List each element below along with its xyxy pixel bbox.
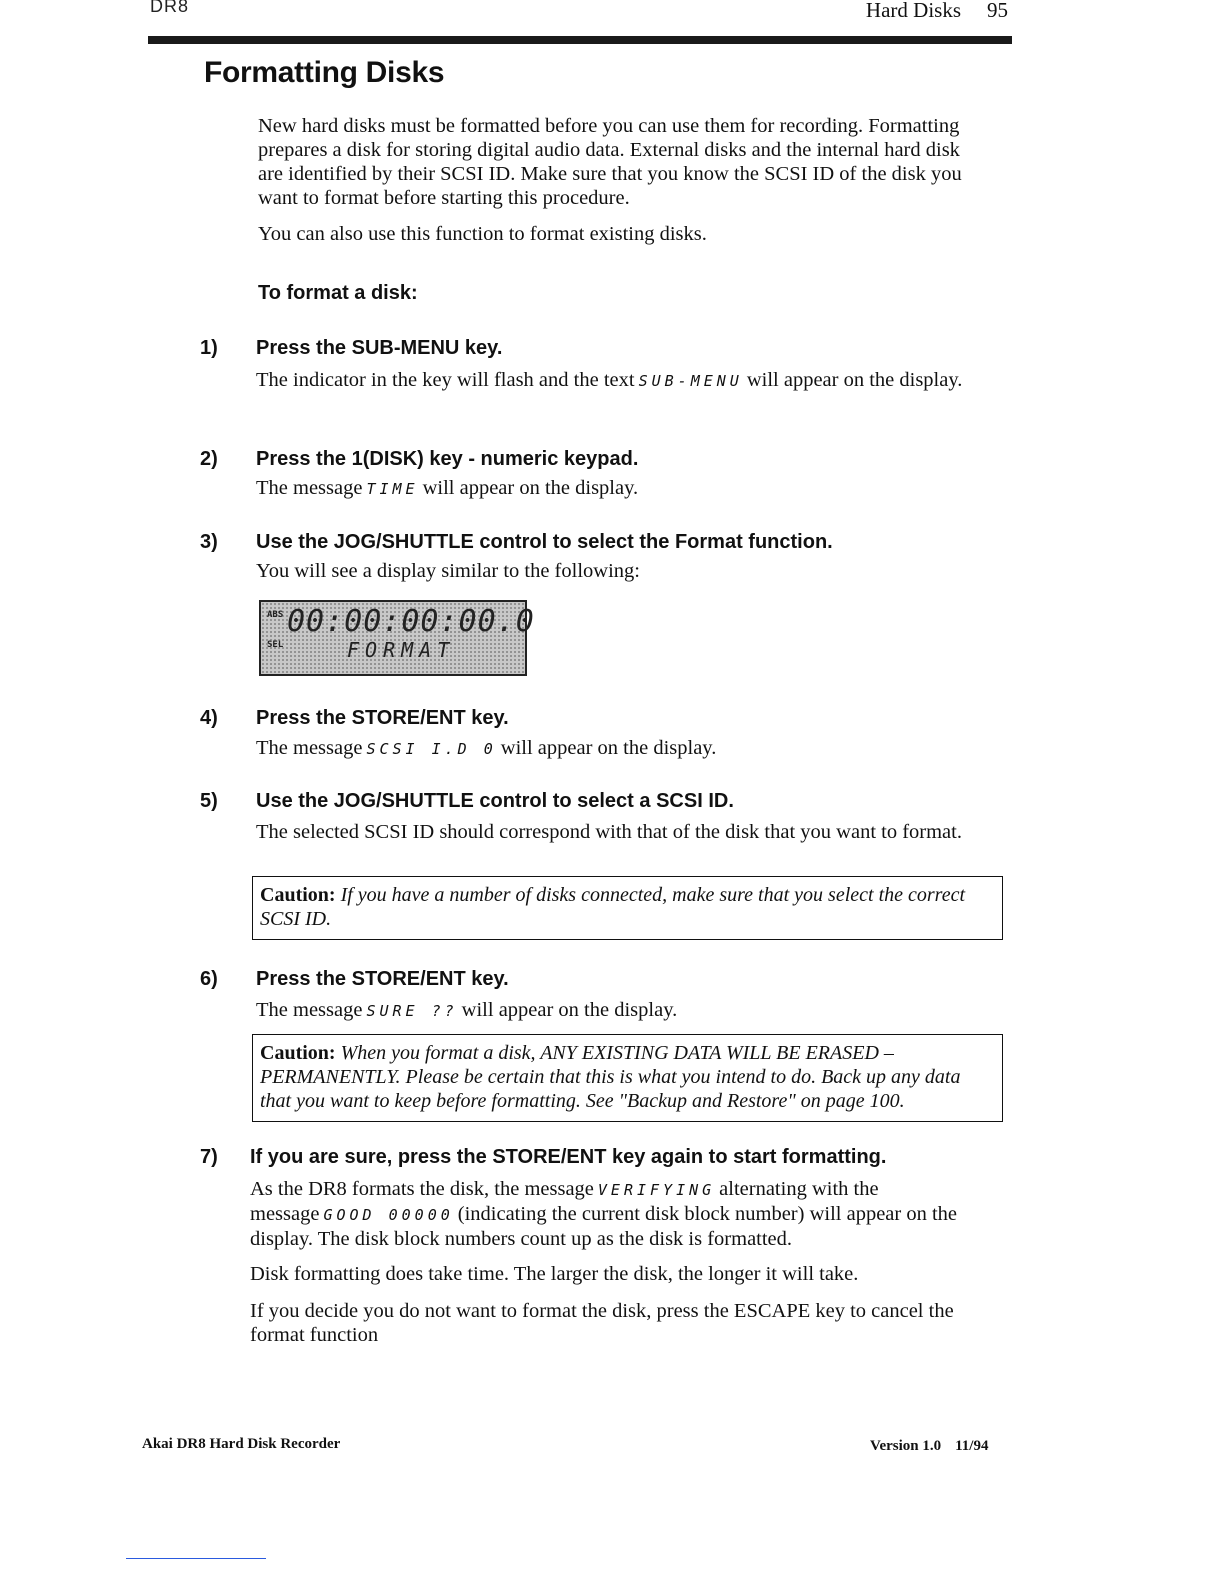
step-3-body: You will see a display similar to the following: — [256, 560, 640, 582]
step-2-number: 2) — [200, 448, 218, 470]
step-5-body: The selected SCSI ID should correspond with that of the disk that you want to format. — [256, 821, 962, 843]
step-7-text-c: (indicating the current disk block number) will appear on the display. The disk block numbers count up as the disk is formatted. — [250, 1203, 958, 1250]
caution-box-data-erase — [252, 1034, 1003, 1122]
step-7-note-time: Disk formatting does take time. The larger the disk, the longer it will take. — [250, 1263, 859, 1285]
step-4-heading: Press the STORE/ENT key. — [256, 707, 509, 729]
footer-version — [870, 1438, 988, 1455]
intro-paragraph: New hard disks must be formatted before you can use them for recording. Formatting prepares a disk for storing digital audio data. External disks and the internal hard disk are identified by their SCSI ID. Make sure that you know the SCSI ID of the disk you want to format before starting this procedure. — [258, 115, 962, 209]
caution-text: When you format a disk, ANY EXISTING DATA WILL BE ERASED – PERMANENTLY. Please be certain that this is what you intend to do. Back up any data that you want to keep before formatting. See "Backup and Restore" on page 100. — [260, 1042, 961, 1112]
step-3-heading: Use the JOG/SHUTTLE control to select the Format function. — [256, 531, 833, 553]
lcd-text-good: GOOD 00000 — [323, 1206, 454, 1224]
step-1-text-pre: The indicator in the key will flash and the text — [256, 369, 635, 391]
intro-paragraph-2: You can also use this function to format existing disks. — [258, 223, 707, 245]
caution-box — [252, 876, 1003, 940]
caution-text: If you have a number of disks connected, make sure that you select the correct SCSI ID. — [260, 884, 966, 930]
step-4-text-post: will appear on the display. — [500, 737, 717, 759]
step-7-text-a: As the DR8 formats the disk, the message — [250, 1178, 594, 1200]
page-title: Formatting Disks — [204, 56, 445, 89]
lcd-text-sure: SURE ?? — [366, 1002, 458, 1020]
footer-version-label: Version 1.0 — [870, 1438, 942, 1454]
step-3-number: 3) — [200, 531, 218, 553]
header-rule — [148, 36, 1012, 44]
footer-product-name: Akai DR8 Hard Disk Recorder — [142, 1436, 341, 1452]
step-2-body — [256, 476, 981, 501]
step-7-text-b: alternating with the message — [250, 1178, 879, 1225]
step-7-note-escape: If you decide you do not want to format the disk, press the ESCAPE key to cancel the format function — [250, 1300, 954, 1346]
lcd-indicator-bottom: SEL — [267, 640, 284, 650]
step-6-text-pre: The message — [256, 999, 363, 1021]
step-1-number: 1) — [200, 337, 218, 359]
bottom-blue-line — [126, 1558, 266, 1559]
lcd-indicator-top: ABS — [267, 610, 284, 620]
lcd-text-sub-menu: SUB-MENU — [638, 372, 743, 390]
lcd-text-verifying: VERIFYING — [597, 1181, 716, 1199]
step-1-body — [256, 368, 981, 393]
step-6-text-post: will appear on the display. — [461, 999, 678, 1021]
step-7-body — [250, 1177, 990, 1251]
step-5-heading: Use the JOG/SHUTTLE control to select a SCSI ID. — [256, 790, 734, 812]
lcd-format-label: FORMAT — [347, 638, 456, 662]
step-2-text-pre: The message — [256, 477, 363, 499]
lcd-text-scsi-id: SCSI I.D 0 — [366, 740, 497, 758]
step-6-heading: Press the STORE/ENT key. — [256, 968, 509, 990]
step-6-body — [256, 998, 981, 1023]
step-2-heading: Press the 1(DISK) key - numeric keypad. — [256, 448, 639, 470]
step-2-text-post: will appear on the display. — [422, 477, 639, 499]
step-7-number: 7) — [200, 1146, 218, 1168]
brand-logo: DR8 — [150, 0, 190, 16]
lcd-text-time: TIME — [366, 480, 419, 498]
caution-label: Caution: — [260, 884, 336, 906]
step-4-text-pre: The message — [256, 737, 363, 759]
procedure-subheading: To format a disk: — [258, 282, 418, 304]
page-number: 95 — [987, 0, 1008, 22]
step-1-heading: Press the SUB-MENU key. — [256, 337, 503, 359]
step-6-number: 6) — [200, 968, 218, 990]
section-name: Hard Disks — [865, 0, 961, 22]
lcd-time-readout: 00:00:00:00.0 — [287, 604, 535, 639]
running-header — [840, 0, 1008, 23]
step-4-body — [256, 736, 981, 761]
caution-label: Caution: — [260, 1042, 336, 1064]
step-4-number: 4) — [200, 707, 218, 729]
step-1-text-post: will appear on the display. — [746, 369, 963, 391]
lcd-display-illustration — [259, 600, 535, 676]
step-7-heading: If you are sure, press the STORE/ENT key again to start formatting. — [250, 1146, 887, 1168]
step-5-number: 5) — [200, 790, 218, 812]
footer-date: 11/94 — [955, 1438, 989, 1454]
